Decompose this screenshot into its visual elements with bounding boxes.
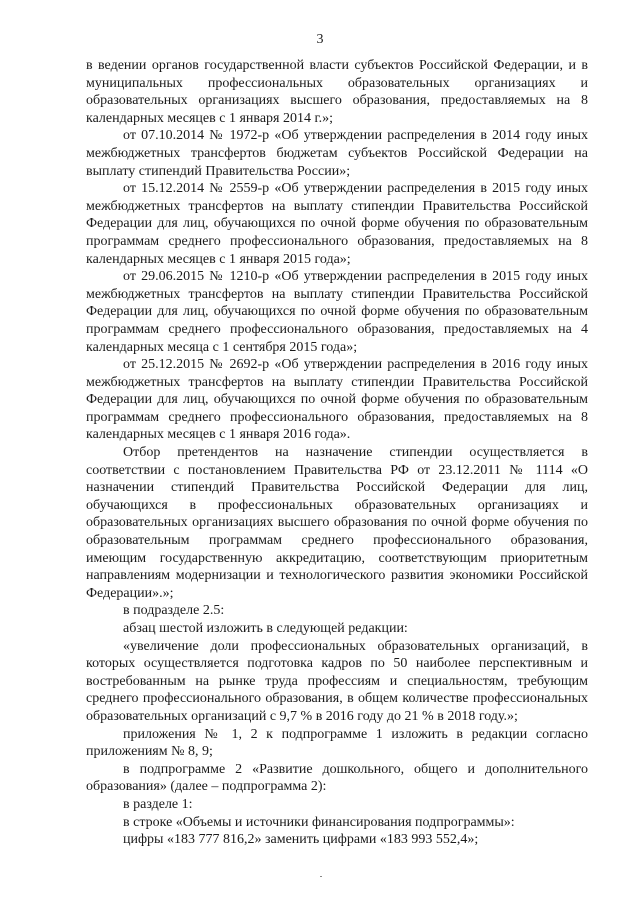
paragraph: от 25.12.2015 № 2692-р «Об утверждении распределения в 2016 году иных межбюджетных трансфертов на выплату стипендии Правительства Российской Федерации для лиц, обучающихся по очной форме обучения по образовательным программам среднего профессионального образования, предоставляемых на 8 календарных месяцев с 1 января 2016 года». [86,357,588,443]
paragraph: цифры «183 777 816,2» заменить цифрами «183 993 552,4»; [123,832,479,848]
paragraph: в разделе 1: [123,796,193,812]
paragraph: в ведении органов государственной власти субъектов Российской Федерации, и в муниципальных профессиональных образовательных организациях и образовательных организациях высшего образования, предоставляемых на 8 календарных месяцев с 1 января 2014 г.»; [86,58,588,126]
paragraph: приложения № 1, 2 к подпрограмме 1 изложить в редакции согласно приложениям № 8, 9; [86,726,588,760]
paragraph: в подпрограмме 2 «Развитие дошкольного, общего и дополнительного образования» (далее – подпрограмма 2): [86,761,588,795]
page-number: 3 [316,32,324,47]
paragraph: от 15.12.2014 № 2559-р «Об утверждении распределения в 2015 году иных межбюджетных трансфертов на выплату стипендии Правительства Российской Федерации для лиц, обучающихся по очной форме обучения по образовательным программам среднего профессионального образования, предоставляемых на 8 календарных месяцев с 1 января 2015 года»; [86,181,588,267]
scan-mark [320,876,322,877]
paragraph: от 29.06.2015 № 1210-р «Об утверждении распределения в 2015 году иных межбюджетных трансфертов на выплату стипендии Правительства Российской Федерации для лиц, обучающихся по очной форме обучения по образовательным программам среднего профессионального образования, предоставляемых на 4 календарных месяца с 1 сентября 2015 года»; [86,269,588,355]
paragraph: в строке «Объемы и источники финансирования подпрограммы»: [123,814,515,830]
paragraph: Отбор претендентов на назначение стипендии осуществляется в соответствии с постановлением Правительства РФ от 23.12.2011 № 1114 «О назначении стипендий Правительства Российской Федерации для лиц, обучающихся в профессиональных образовательных организациях и образовательных организациях высшего образования по очной форме обучения по образовательным программам среднего профессионального образования, имеющим государственную аккредитацию, соответствующим приоритетным направлениям модернизации и технологического развития экономики Российской Федерации».»; [86,445,588,601]
document-body [86,57,588,849]
paragraph: абзац шестой изложить в следующей редакции: [123,621,408,636]
paragraph: «увеличение доли профессиональных образовательных организаций, в которых осуществляется подготовка кадров по 50 наиболее перспективным и востребованным на рынке труда профессиям и специальностям, требующим среднего профессионального образования, в общем количестве профессиональных образовательных организаций с 9,7 % в 2016 году до 21 % в 2018 году.»; [86,638,588,724]
paragraph: в подразделе 2.5: [123,603,225,619]
paragraph: от 07.10.2014 № 1972-р «Об утверждении распределения в 2014 году иных межбюджетных трансфертов бюджетам субъектов Российской Федерации на выплату стипендий Правительства России»; [86,128,588,179]
